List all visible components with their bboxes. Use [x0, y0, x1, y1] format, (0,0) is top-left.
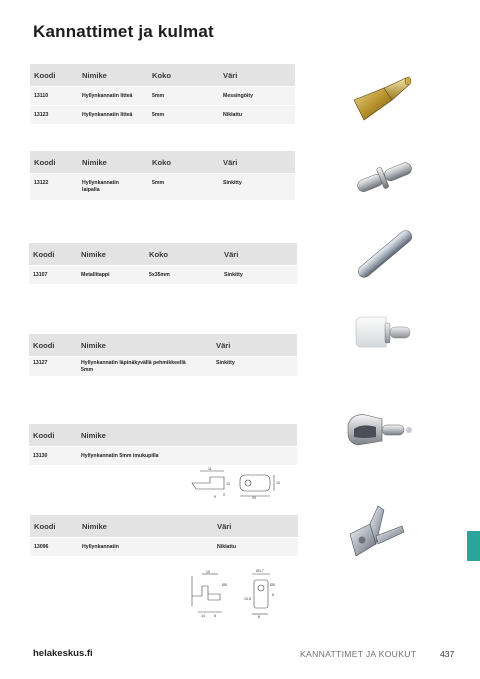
cell-name: Hyllynkannatin — [82, 544, 119, 550]
table-header — [29, 334, 297, 356]
cell-code: 13130 — [33, 453, 48, 459]
header-vari: Väri — [223, 71, 238, 80]
dim-label: 10 — [206, 570, 210, 574]
header-koodi: Koodi — [34, 158, 56, 167]
dim-label: Ø5 — [270, 583, 275, 587]
table-header — [29, 243, 297, 265]
metal-pin-image — [350, 226, 420, 281]
technical-drawing-1 — [188, 465, 288, 499]
header-koodi: Koodi — [34, 71, 56, 80]
suction-cup-support-image — [342, 407, 418, 455]
cell-color: Messingöity — [223, 93, 253, 99]
cell-name: Hyllynkannatin läpinäkyvällä pehmikkeellä 5mm — [81, 360, 186, 373]
cell-name: Hyllynkannatin litteä — [82, 112, 133, 118]
cell-code: 13110 — [34, 93, 49, 99]
table-row — [30, 105, 295, 124]
header-nimike: Nimike — [82, 71, 107, 80]
table-header — [29, 424, 297, 446]
table-row — [30, 537, 298, 556]
cell-color: Sinkitty — [216, 360, 235, 366]
page-title: Kannattimet ja kulmat — [33, 22, 214, 41]
dim-label: 10.5 — [244, 597, 251, 601]
cell-color: Niklattu — [217, 544, 237, 550]
header-koko: Koko — [149, 250, 168, 259]
nickel-shelf-support-image — [340, 500, 412, 572]
header-koko: Koko — [152, 71, 171, 80]
product-table-3 — [29, 243, 297, 284]
dim-label: Ø4.7 — [256, 569, 264, 573]
header-vari: Väri — [217, 522, 232, 531]
header-koodi: Koodi — [34, 522, 56, 531]
page-number: 437 — [440, 649, 455, 659]
product-table-2 — [30, 151, 295, 200]
header-vari: Väri — [223, 158, 238, 167]
footer-section-title: KANNATTIMET JA KOUKUT — [300, 649, 417, 659]
cell-name: Hyllynkannatin litteä — [82, 93, 133, 99]
table-header — [30, 515, 298, 537]
dim-label: 13 — [226, 482, 230, 486]
technical-drawing-2 — [184, 566, 284, 618]
dim-label: 6 — [272, 593, 274, 597]
table-row — [30, 86, 295, 105]
header-koodi: Koodi — [33, 250, 55, 259]
product-table-5 — [29, 424, 297, 465]
cell-name: Hyllynkannatin laipalla — [82, 180, 119, 193]
table-header — [30, 64, 295, 86]
cell-color: Niklattu — [223, 112, 243, 118]
header-koodi: Koodi — [33, 431, 55, 440]
section-tab — [467, 531, 480, 561]
product-table-6 — [30, 515, 298, 556]
cell-color: Sinkitty — [223, 180, 242, 186]
cell-code: 13122 — [34, 180, 49, 186]
dim-label: 9 — [214, 495, 216, 499]
cell-size: 5mm — [152, 93, 165, 99]
cell-code: 13123 — [34, 112, 49, 118]
cell-size: 5mm — [152, 180, 165, 186]
dim-label: 20 — [252, 496, 256, 499]
header-vari: Väri — [224, 250, 239, 259]
header-nimike: Nimike — [81, 341, 106, 350]
dim-label: 8 — [258, 615, 260, 618]
footer-site-link[interactable]: helakeskus.fi — [33, 648, 93, 659]
header-nimike: Nimike — [81, 431, 106, 440]
product-table-4 — [29, 334, 297, 376]
cell-name: Hyllynkannatin 5mm imukupilla — [81, 453, 159, 459]
cell-color: Sinkitty — [224, 272, 243, 278]
header-koodi: Koodi — [33, 341, 55, 350]
cell-name: Metallitappi — [81, 272, 110, 278]
header-nimike: Nimike — [81, 250, 106, 259]
dim-label: 8 — [214, 614, 216, 618]
cell-code: 13127 — [33, 360, 48, 366]
table-row — [30, 173, 295, 200]
table-header — [30, 151, 295, 173]
header-nimike: Nimike — [82, 158, 107, 167]
table-row — [29, 265, 297, 284]
flanged-pin-image — [350, 155, 420, 200]
header-koko: Koko — [152, 158, 171, 167]
cell-code: 13107 — [33, 272, 48, 278]
cell-code: 13096 — [34, 544, 49, 550]
dim-label: 13 — [276, 481, 280, 485]
cell-size: 5x35mm — [149, 272, 170, 278]
dim-label: 11 — [208, 467, 212, 471]
soft-sleeve-support-image — [352, 313, 414, 351]
product-table-1 — [30, 64, 295, 124]
header-vari: Väri — [216, 341, 231, 350]
brass-shelf-support-image — [346, 70, 416, 130]
cell-size: 5mm — [152, 112, 165, 118]
table-row — [29, 356, 297, 376]
table-row — [29, 446, 297, 465]
dim-label: Ø5 — [222, 583, 227, 587]
dim-label: 14 — [201, 614, 205, 618]
header-nimike: Nimike — [82, 522, 107, 531]
